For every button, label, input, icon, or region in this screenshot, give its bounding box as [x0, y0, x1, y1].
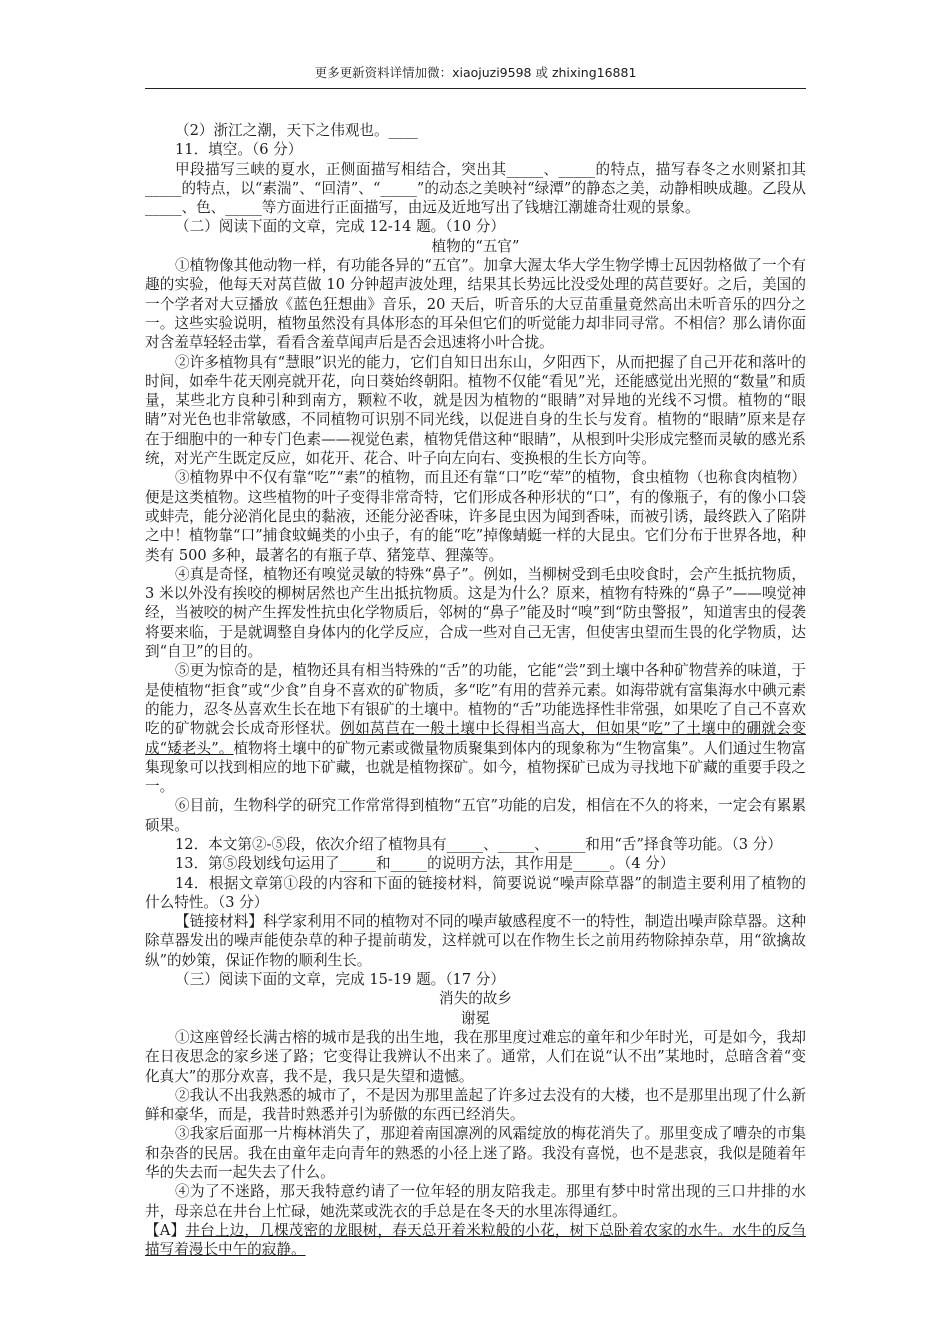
hometown-paragraph-2: ②我认不出我熟悉的城市了，不是因为那里盖起了许多过去没有的大楼，也不是那里出现了什么新鲜和豪华，而是，我昔时熟悉并引为骄傲的东西已经消失。	[145, 1086, 806, 1124]
marker-a: 【A】	[145, 1221, 186, 1239]
link-material: 【链接材料】科学家利用不同的植物对不同的噪声敏感程度不一的特性，制造出噪声除草器。这种除草器发出的噪声能使杂草的种子提前萌发，这样就可以在作物生长之前用药物除掉杂草，用“欲擒故纵”的妙策，保证作物的顺利生长。	[145, 913, 806, 969]
question-12: 12．本文第②-⑤段，依次介绍了植物具有_____、_____、_____和用“舌”择食等功能。（3 分）	[175, 835, 782, 853]
page-header: 更多更新资料详情加微：xiaojuzi9598 或 zhixing16881	[145, 58, 806, 89]
paragraph-5-end: 植物将土壤中的矿物元素或微量物质聚集到体内的现象称为“生物富集”。人们通过生物富集现象可以找到相应的地下矿藏，也就是植物探矿。如今，植物探矿已成为寻找地下矿藏的重要手段之一。	[145, 739, 806, 796]
question-11-text: 甲段描写三峡的夏水，正侧面描写相结合，突出其_____、_____的特点，描写春冬之水则紧扣其_____的特点，以“素湍”、“回清”、“_____”的动态之美映衬“绿潭”的静态之美，动静相映成趣。乙段从_____、色、_____等方面进行正面描写，由远及近地写出了钱塘江潮雄奇壮观的景象。	[145, 160, 806, 217]
underlined-sentence: 例如莴苣在一般土壤中长得相当高大，但如果“吃”了土壤中的硼就会变成“矮老头”。	[145, 720, 806, 757]
underlined-passage-a: 井台上边，几棵茂密的龙眼树，春天总开着米粒般的小花，树下总卧着农家的水牛。水牛的反刍描写着漫长中午的寂静。	[145, 1221, 806, 1259]
hometown-paragraph-a	[145, 1221, 806, 1260]
paragraph-1: ①植物像其他动物一样，有功能各异的“五官”。加拿大渥太华大学生物学博士瓦因勃格做了一个有趣的实验，他每天对莴苣做 10 分钟超声波处理，结果其长势远比没受处理的莴苣要好。之后，美国的一个学者对大豆播放《蓝色狂想曲》音乐，20 天后，听音乐的大豆苗重量竟然高出未听音乐的四分之一。这些实验说明，植物虽然没有具体形态的耳朵但它们的听觉能力却非同寻常。不相信？那么请你面对含羞草轻轻击掌，看看含羞草闻声后是否会迅速将小叶合拢。	[145, 257, 806, 352]
paragraph-3: ③植物界中不仅有靠“吃”“素”的植物，而且还有靠“口”吃“荤”的植物，食虫植物（也称食肉植物）便是这类植物。这些植物的叶子变得非常奇特，它们形成各种形状的“口”，有的像瓶子，有的像小口袋或蚌壳，能分泌消化昆虫的黏液，还能分泌香味，许多昆虫因为闻到香味，而被引诱，最终跌入了陷阱之中！植物靠“口”捕食蚊蝇类的小虫子，有的能“吃”掉像蜻蜓一样的大昆虫。它们分布于世界各地，种类有 500 多种，最著名的有瓶子草、猪笼草、狸藻等。	[145, 469, 806, 564]
hometown-paragraph-4: ④为了不迷路，那天我特意约请了一位年轻的朋友陪我走。那里有梦中时常出现的三口井排的水井，母亲总在井台上忙碌，她洗菜或洗衣的手总是在冬天的水里冻得通红。	[145, 1183, 806, 1220]
question-13: 13．第⑤段划线句运用了_____和_____的说明方法，其作用是_____。（4 分）	[175, 855, 675, 873]
paragraph-2: ②许多植物具有“慧眼”识光的能力，它们自知日出东山，夕阳西下，从而把握了自己开花和落叶的时间，如牵牛花天刚亮就开花，向日葵始终朝阳。植物不仅能“看见”光，还能感觉出光照的“数量”和质量，某些北方良种引种到南方，颗粒不收，就是因为植物的“眼睛”对异地的光线不习惯。植物的“眼睛”对光色也非常敏感，不同植物可识别不同光线，以促进自身的生长与发育。植物的“眼睛”原来是存在于细胞中的一种专门色素——视觉色素，植物凭借这种“眼睛”，从根到叶尖形成完整而灵敏的感光系统，对光产生既定反应，如花开、花合、叶子向左向右、变换根的生长方向等。	[145, 353, 806, 468]
paragraph-4: ④真是奇怪，植物还有嗅觉灵敏的特殊“鼻子”。例如，当柳树受到毛虫咬食时，会产生抵抗物质，3 米以外没有挨咬的柳树居然也产生出抵抗物质。这是为什么？原来，植物有特殊的“鼻子”——嗅觉神经，当被咬的树产生挥发性抗虫化学物质后，邻树的“鼻子”能及时“嗅”到“防虫警报”，知道害虫的侵袭将要来临，于是就调整自身体内的化学反应，合成一些对自己无害，但使害虫望而生畏的化学物质，达到“自卫”的目的。	[145, 565, 806, 661]
article-title-plants: 植物的“五官”	[431, 237, 520, 255]
hometown-paragraph-3: ③我家后面那一片梅林消失了，那迎着南国凛冽的风霜绽放的梅花消失了。那里变成了嘈杂的市集和杂沓的民居。我在由童年走向青年的熟悉的小径上迷了路。我没有喜悦，也不是悲哀，我似是随着年华的失去而一起失去了什么。	[145, 1125, 806, 1182]
question-11-heading: 11．填空。（6 分）	[175, 141, 303, 159]
question-14: 14．根据文章第①段的内容和下面的链接材料，简要说说“噪声除草器”的制造主要利用了植物的什么特性。（3 分）	[145, 874, 806, 911]
section-3-heading: （三）阅读下面的文章，完成 15-19 题。（17 分）	[175, 971, 505, 989]
article-author: 谢冕	[460, 1009, 491, 1027]
paragraph-6: ⑥目前，生物科学的研究工作常常得到植物“五官”功能的启发，相信在不久的将来，一定会有累累硕果。	[145, 797, 806, 834]
text-line: （2）浙江之潮，天下之伟观也。____	[175, 122, 418, 139]
paragraph-5-start: ⑤更为惊奇的是，植物还具有相当特殊的“舌”的功能，它能“尝”到土壤中各种矿物营养的味道，于是使植物“拒食”或“少食”自身不喜欢的矿物质，多“吃”有用的营养元素。如海带就有富集海水中碘元素的能力，忍冬丛喜欢生长在地下有银矿的土壤中。植物的“舌”功能选择性非常强，如果吃了自己不喜欢吃的矿物就会长成奇形怪状。	[145, 662, 806, 738]
article-title-hometown: 消失的故乡	[439, 990, 512, 1008]
document-body	[145, 121, 806, 1260]
paragraph-5	[145, 661, 806, 796]
hometown-paragraph-1: ①这座曾经长满古榕的城市是我的出生地，我在那里度过难忘的童年和少年时光，可是如今，我却在日夜思念的家乡迷了路；它变得让我辨认不出来了。通常，人们在说“认不出”某地时，总暗含着“变化真大”的那分欢喜，我不是，我只是失望和遗憾。	[145, 1028, 806, 1085]
section-2-heading: （二）阅读下面的文章，完成 12-14 题。（10 分）	[175, 218, 505, 236]
